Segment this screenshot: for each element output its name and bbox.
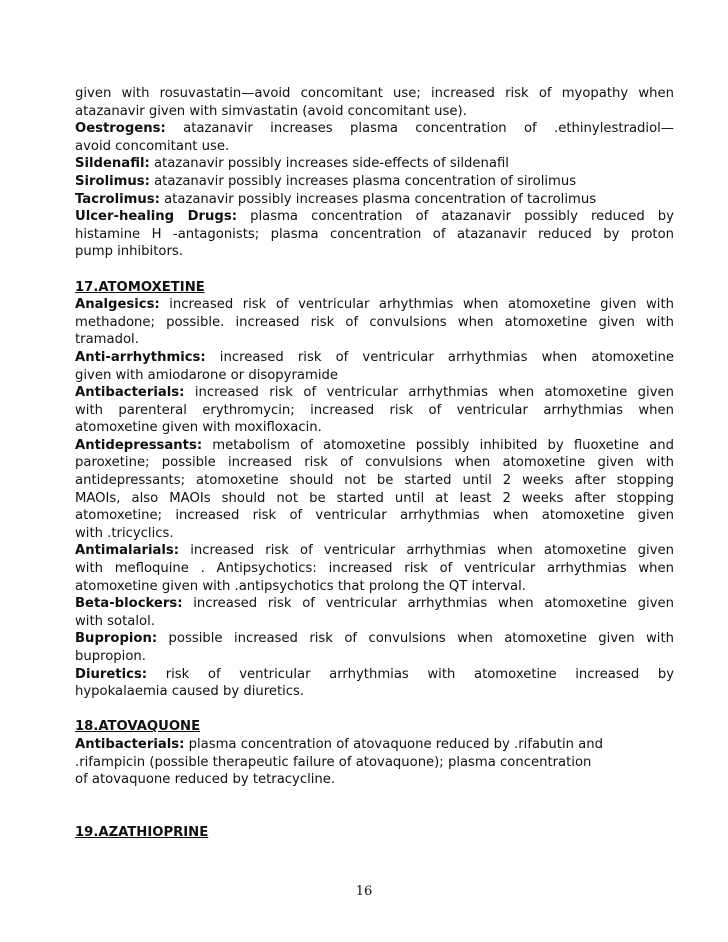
text-line	[75, 208, 674, 226]
entry-text: plasma concentration of atazanavir possibly reduced by	[236, 209, 674, 225]
entry-label: Diuretics:	[75, 666, 148, 682]
entry-label: Anti-arrhythmics:	[75, 349, 206, 365]
section-heading-atovaquone: 18.ATOVAQUONE	[75, 719, 201, 735]
text-line: given with rosuvastatin—avoid concomitant use; increased risk of myopathy when	[75, 86, 674, 101]
text-line: pump inhibitors.	[75, 244, 183, 260]
antidepressants-entry	[75, 437, 674, 543]
text-line: MAOIs, also MAOIs should not be started until at least 2 weeks after stopping	[75, 490, 674, 506]
beta-blockers-entry	[75, 595, 674, 630]
entry-text: plasma concentration of atovaquone reduced by .rifabutin and	[184, 736, 603, 752]
atovaquone-antibacterials-entry	[75, 736, 674, 789]
tacrolimus-entry	[75, 191, 674, 209]
antimalarials-entry	[75, 542, 674, 595]
text-line: histamine H -antagonists; plasma concentration of atazanavir reduced by proton	[75, 226, 674, 242]
bupropion-entry	[75, 630, 674, 665]
entry-text: increased risk of ventricular arrhythmias when atomoxetine given	[179, 543, 674, 559]
text-line	[75, 296, 674, 314]
oestrogens-entry	[75, 120, 674, 155]
anti-arrhythmics-entry	[75, 349, 674, 384]
text-line	[75, 384, 674, 402]
text-line	[75, 736, 674, 754]
entry-text: increased risk of ventricular arrhythmias when atomoxetine given	[184, 385, 674, 401]
entry-label: Antidepressants:	[75, 437, 203, 453]
text-line: antidepressants; atomoxetine should not be started until 2 weeks after stopping	[75, 473, 674, 489]
section-heading-atomoxetine: 17.ATOMOXETINE	[75, 279, 205, 295]
text-line: bupropion.	[75, 649, 146, 664]
entry-label: Sildenafil:	[75, 156, 150, 172]
text-line	[75, 349, 674, 367]
section-heading-azathioprine: 19.AZATHIOPRINE	[75, 824, 209, 840]
text-line: paroxetine; possible increased risk of convulsions when atomoxetine given with	[75, 455, 674, 471]
text-line: with parenteral erythromycin; increased risk of ventricular arrhythmias when	[75, 402, 674, 418]
text-line	[75, 542, 674, 560]
ulcer-healing-entry	[75, 208, 674, 261]
text-line	[75, 120, 674, 138]
text-line	[75, 666, 674, 684]
entry-label: Sirolimus:	[75, 173, 150, 189]
text-line: atazanavir given with simvastatin (avoid concomitant use).	[75, 103, 467, 119]
entry-label: Antimalarials:	[75, 543, 180, 559]
text-line: with .tricyclics.	[75, 525, 174, 541]
diuretics-entry	[75, 666, 674, 701]
statins-entry	[75, 85, 674, 120]
entry-text: metabolism of atomoxetine possibly inhibited by fluoxetine and	[202, 437, 674, 453]
entry-text: possible increased risk of convulsions when atomoxetine given with	[157, 631, 674, 647]
text-line: of atovaquone reduced by tetracycline.	[75, 772, 336, 788]
entry-label: Antibacterials:	[75, 385, 185, 401]
entry-text: atazanavir possibly increases plasma concentration of tacrolimus	[159, 191, 597, 207]
text-line: with sotalol.	[75, 613, 155, 629]
text-line: .rifampicin (possible therapeutic failure of atovaquone); plasma concentration	[75, 754, 592, 770]
text-line: atomoxetine given with moxifloxacin.	[75, 420, 322, 436]
entry-text: atazanavir possibly increases side-effects of sildenafil	[149, 156, 509, 172]
entry-text: atazanavir possibly increases plasma concentration of sirolimus	[149, 173, 577, 189]
entry-label: Bupropion:	[75, 631, 158, 647]
text-line: given with amiodarone or disopyramide	[75, 367, 338, 383]
entry-text: risk of ventricular arrhythmias with atomoxetine increased by	[147, 666, 674, 682]
analgesics-entry	[75, 296, 674, 349]
document-page	[75, 85, 674, 841]
text-line	[75, 595, 674, 613]
entry-text: increased risk of ventricular arrhythmias when atomoxetine	[205, 349, 674, 365]
entry-text: atazanavir increases plasma concentration of .ethinylestradiol—	[165, 121, 674, 137]
sildenafil-entry	[75, 155, 674, 173]
entry-label: Oestrogens:	[75, 121, 166, 137]
entry-text: increased risk of ventricular arrhythmias when atomoxetine given	[182, 596, 674, 612]
entry-label: Beta-blockers:	[75, 596, 183, 612]
text-line: with mefloquine . Antipsychotics: increased risk of ventricular arrhythmias when	[75, 561, 674, 577]
antibacterials-entry	[75, 384, 674, 437]
text-line: tramadol.	[75, 332, 139, 348]
text-line: avoid concomitant use.	[75, 138, 230, 154]
entry-label: Antibacterials:	[75, 736, 185, 752]
text-line: hypokalaemia caused by diuretics.	[75, 684, 305, 700]
text-line: methadone; possible. increased risk of convulsions when atomoxetine given with	[75, 314, 674, 330]
text-line	[75, 437, 674, 455]
entry-label: Ulcer-healing Drugs:	[75, 209, 237, 225]
entry-label: Tacrolimus:	[75, 191, 160, 207]
sirolimus-entry	[75, 173, 674, 191]
entry-text: increased risk of ventricular arhythmias when atomoxetine given with	[159, 297, 674, 313]
text-line: atomoxetine given with .antipsychotics that prolong the QT interval.	[75, 578, 526, 594]
page-number: 16	[355, 884, 373, 899]
text-line: atomoxetine; increased risk of ventricular arrhythmias when atomoxetine given	[75, 508, 674, 524]
text-line	[75, 630, 674, 648]
entry-label: Analgesics:	[75, 297, 160, 313]
